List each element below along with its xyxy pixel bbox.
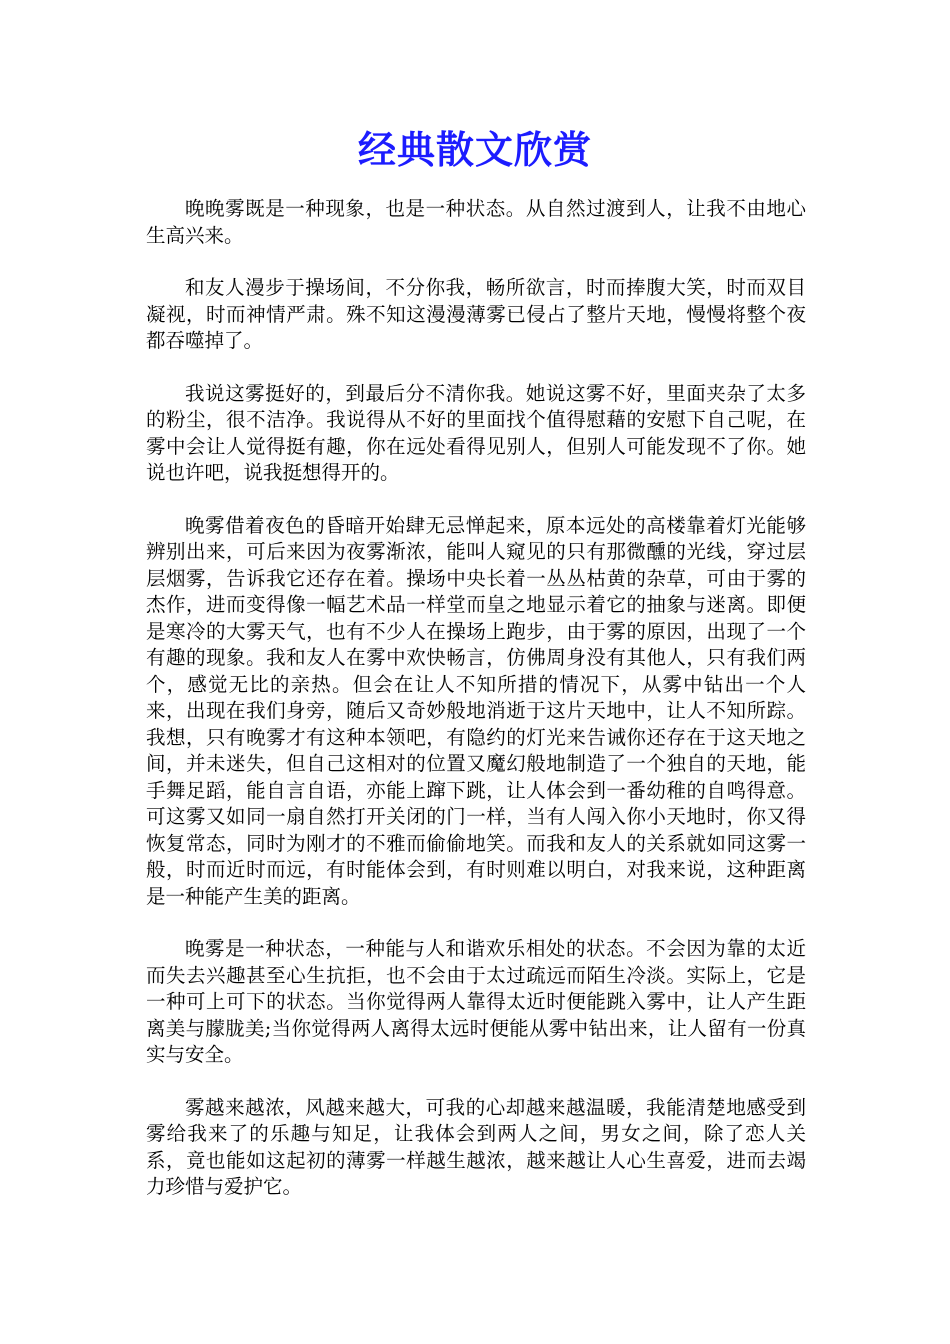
article-body — [146, 196, 806, 1227]
paragraph-5: 晚雾是一种状态，一种能与人和谐欢乐相处的状态。不会因为靠的太近而失去兴趣甚至心生抗拒，也不会由于太过疏远而陌生冷淡。实际上，它是一种可上可下的状态。当你觉得两人靠得太近时便能跳入雾中，让人产生距离美与朦胧美;当你觉得两人离得太远时便能从雾中钻出来，让人留有一份真实与安全。 — [146, 937, 806, 1066]
paragraph-2: 和友人漫步于操场间，不分你我，畅所欲言，时而捧腹大笑，时而双目凝视，时而神情严肃。殊不知这漫漫薄雾已侵占了整片天地，慢慢将整个夜都吞噬掉了。 — [146, 276, 806, 352]
paragraph-1: 晚晚雾既是一种现象，也是一种状态。从自然过渡到人，让我不由地心生高兴来。 — [146, 197, 806, 247]
page-title: 经典散文欣赏 — [357, 127, 592, 172]
paragraph-6: 雾越来越浓，风越来越大，可我的心却越来越温暖，我能清楚地感受到雾给我来了的乐趣与知足，让我体会到两人之间，男女之间，除了恋人关系，竟也能如这起初的薄雾一样越生越浓，越来越让人心生喜爱，进而去竭力珍惜与爱护它。 — [146, 1095, 806, 1198]
paragraph-4: 晚雾借着夜色的昏暗开始肆无忌惮起来，原本远处的高楼靠着灯光能够辨别出来，可后来因为夜雾渐浓，能叫人窥见的只有那微醺的光线，穿过层层烟雾，告诉我它还存在着。操场中央长着一丛丛枯黄的杂草，可由于雾的杰作，进而变得像一幅艺术品一样堂而皇之地显示着它的抽象与迷离。即便是寒冷的大雾天气，也有不少人在操场上跑步，由于雾的原因，出现了一个有趣的现象。我和友人在雾中欢快畅言，仿佛周身没有其他人，只有我们两个，感觉无比的亲热。但会在让人不知所措的情况下，从雾中钻出一个人来，出现在我们身旁，随后又奇妙般地消逝于这片天地中，让人不知所踪。我想，只有晚雾才有这种本领吧，有隐约的灯光来告诫你还存在于这天地之间，并未迷失，但自己这相对的位置又魔幻般地制造了一个独自的天地，能手舞足蹈，能自言自语，亦能上蹿下跳，让人体会到一番幼稚的自鸣得意。可这雾又如同一扇自然打开关闭的门一样，当有人闯入你小天地时，你又得恢复常态，同时为刚才的不雅而偷偷地笑。而我和友人的关系就如同这雾一般，时而近时而远，有时能体会到，有时则难以明白，对我来说，这种距离是一种能产生美的距离。 — [146, 513, 806, 908]
paragraph-3: 我说这雾挺好的，到最后分不清你我。她说这雾不好，里面夹杂了太多的粉尘，很不洁净。我说得从不好的里面找个值得慰藉的安慰下自己呢，在雾中会让人觉得挺有趣，你在远处看得见别人，但别人可能发现不了你。她说也许吧，说我挺想得开的。 — [146, 381, 806, 484]
